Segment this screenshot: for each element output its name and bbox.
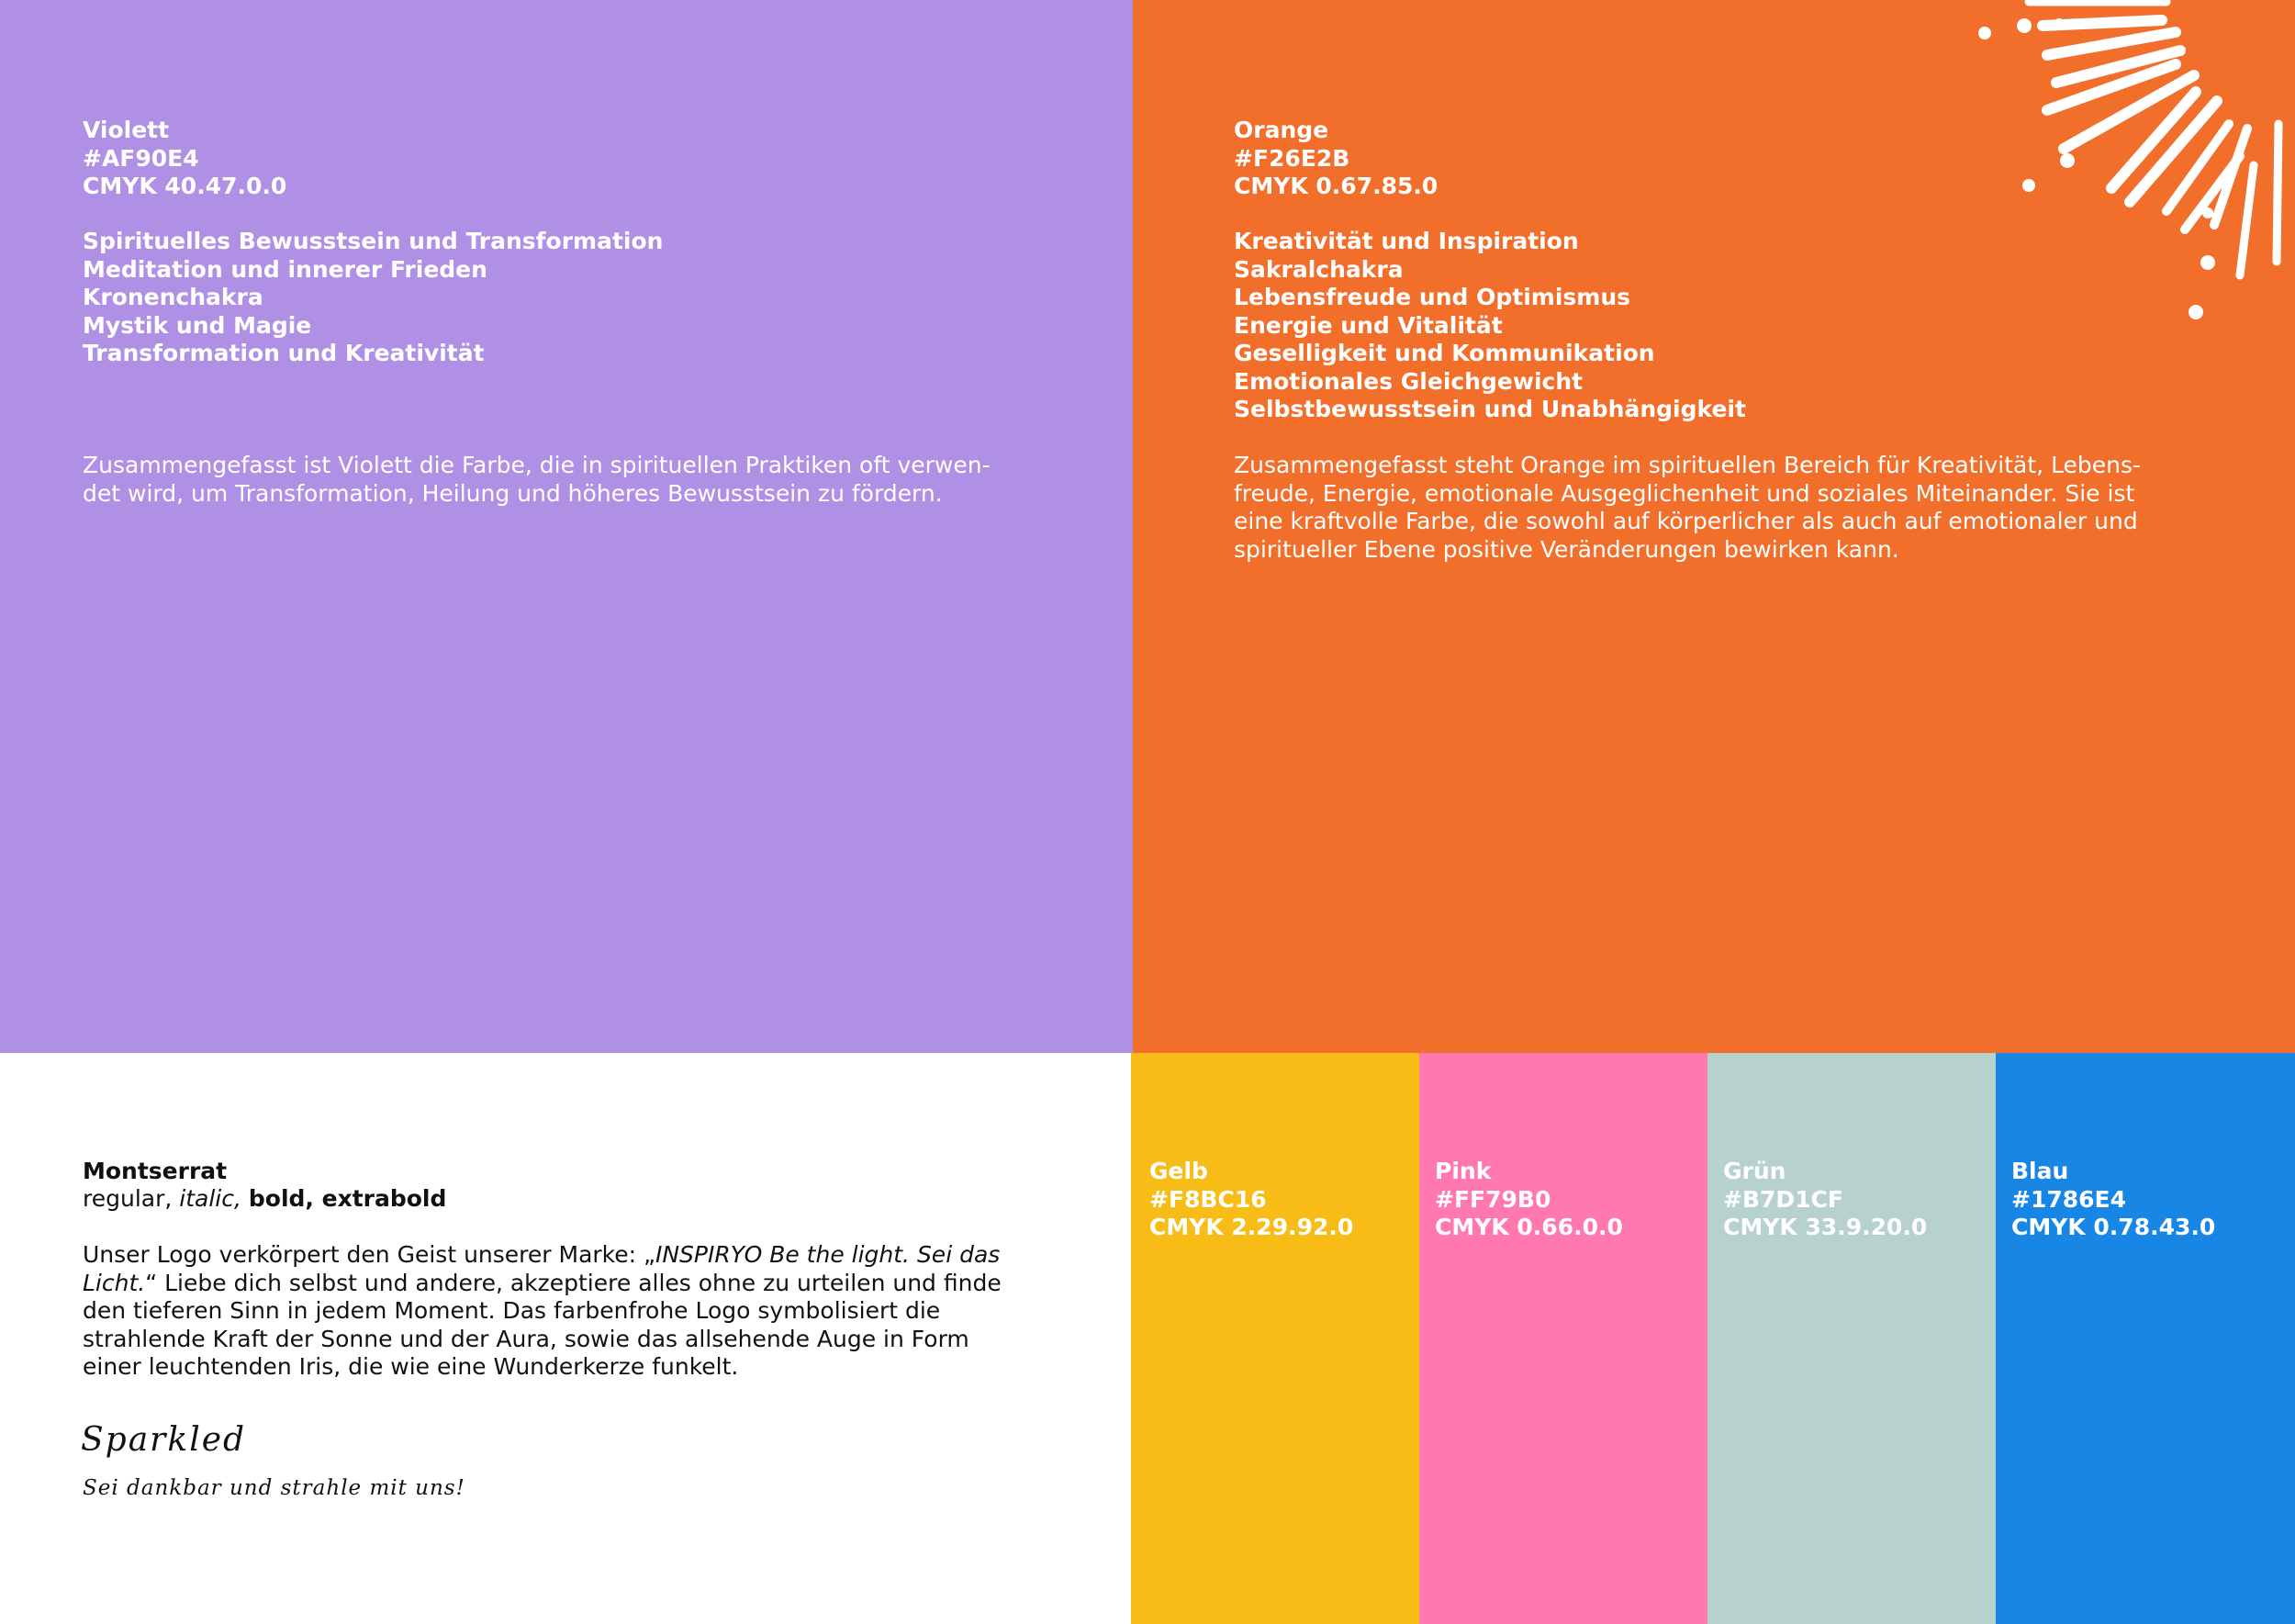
swatch-blau [1996, 1053, 2295, 1624]
swatch-label [2011, 1158, 2215, 1242]
swatch-hex: #F8BC16 [1149, 1185, 1267, 1213]
weight-regular: regular, [83, 1185, 180, 1212]
logo-text-line: einer leuchtenden Iris, die wie eine Wunderkerze funkelt. [83, 1353, 739, 1380]
quality-item: Kreativität und Inspiration [1234, 228, 1579, 254]
quality-item: Selbstbewusstsein und Unabhängigkeit [1234, 396, 1746, 422]
swatch-hex: #FF79B0 [1435, 1185, 1551, 1213]
orange-summary [1234, 452, 2189, 564]
summary-line: freude, Energie, emotionale Ausgeglichenheit und soziales Miteinander. Sie ist [1234, 479, 2135, 507]
weight-italic: italic, [179, 1185, 249, 1212]
sun-rays-icon [1955, 0, 2295, 330]
logo-text-line: strahlende Kraft der Sonne und der Aura, sowie das allsehende Auge in Form [83, 1325, 969, 1352]
swatch-cmyk: CMYK 33.9.20.0 [1723, 1214, 1928, 1240]
quality-item: Geselligkeit und Kommunikation [1234, 340, 1655, 366]
summary-line: spiritueller Ebene positive Veränderungen bewirken kann. [1234, 535, 1899, 563]
swatch-gruen [1707, 1053, 1996, 1624]
logo-description [83, 1241, 1002, 1382]
swatch-name: Pink [1435, 1158, 1492, 1184]
swatch-label [1723, 1158, 1927, 1242]
color-cmyk: CMYK 0.67.85.0 [1234, 173, 1439, 199]
swatch-name: Grün [1723, 1158, 1786, 1184]
swatch-gelb [1131, 1053, 1419, 1624]
script-title: Sparkled [81, 1421, 247, 1459]
swatch-cmyk: CMYK 2.29.92.0 [1149, 1214, 1354, 1240]
summary-line: Zusammengefasst steht Orange im spirituellen Bereich für Kreativität, Lebens- [1234, 452, 2142, 478]
violett-qualities [83, 228, 663, 368]
summary-line: det wird, um Transformation, Heilung und höheres Bewusstsein zu fördern. [83, 479, 943, 507]
summary-line: Zusammengefasst ist Violett die Farbe, die in spirituellen Praktiken oft verwen- [83, 452, 991, 478]
logo-slogan-end: Licht. [83, 1269, 146, 1296]
quality-item: Spirituelles Bewusstsein und Transformation [83, 228, 664, 254]
swatch-hex: #1786E4 [2011, 1185, 2126, 1213]
quality-item: Lebensfreude und Optimismus [1234, 284, 1631, 310]
violett-panel [0, 0, 1133, 1053]
swatch-cmyk: CMYK 0.78.43.0 [2011, 1214, 2216, 1240]
logo-text-part: Unser Logo verkörpert den Geist unserer Marke: „ [83, 1241, 655, 1268]
quality-item: Emotionales Gleichgewicht [1234, 367, 1584, 395]
swatch-cmyk: CMYK 0.66.0.0 [1435, 1214, 1623, 1240]
swatch-label [1149, 1158, 1353, 1242]
swatch-name: Gelb [1149, 1158, 1208, 1184]
logo-slogan: INSPIRYO Be the light. Sei das [655, 1241, 1001, 1268]
color-name: Orange [1234, 117, 1329, 143]
font-weights [83, 1185, 446, 1214]
font-name: Montserrat [83, 1158, 228, 1184]
quality-item: Transformation und Kreativität [83, 340, 485, 366]
swatch-label [1435, 1158, 1623, 1242]
color-name: Violett [83, 117, 170, 143]
orange-header [1234, 117, 1438, 201]
color-cmyk: CMYK 40.47.0.0 [83, 173, 287, 199]
color-hex: #AF90E4 [83, 144, 199, 172]
orange-qualities [1234, 228, 1746, 424]
quality-item: Energie und Vitalität [1234, 311, 1503, 339]
swatch-name: Blau [2011, 1158, 2069, 1184]
swatch-pink [1419, 1053, 1707, 1624]
summary-line: eine kraftvolle Farbe, die sowohl auf körperlicher als auch auf emotionaler und [1234, 508, 2138, 534]
swatch-hex: #B7D1CF [1723, 1185, 1843, 1213]
script-subtitle: Sei dankbar und strahle mit uns! [83, 1476, 465, 1500]
violett-header [83, 117, 286, 201]
logo-text-part: “ Liebe dich selbst und andere, akzeptiere alles ohne zu urteilen und finde [145, 1269, 1002, 1296]
logo-text-line: den tieferen Sinn in jedem Moment. Das farbenfrohe Logo symbolisiert die [83, 1297, 941, 1324]
quality-item: Mystik und Magie [83, 311, 312, 339]
quality-item: Kronenchakra [83, 284, 263, 310]
quality-item: Sakralchakra [1234, 255, 1404, 283]
color-hex: #F26E2B [1234, 144, 1350, 172]
weight-bold: bold, extrabold [248, 1185, 447, 1212]
violett-summary [83, 452, 1037, 508]
quality-item: Meditation und innerer Frieden [83, 255, 487, 283]
